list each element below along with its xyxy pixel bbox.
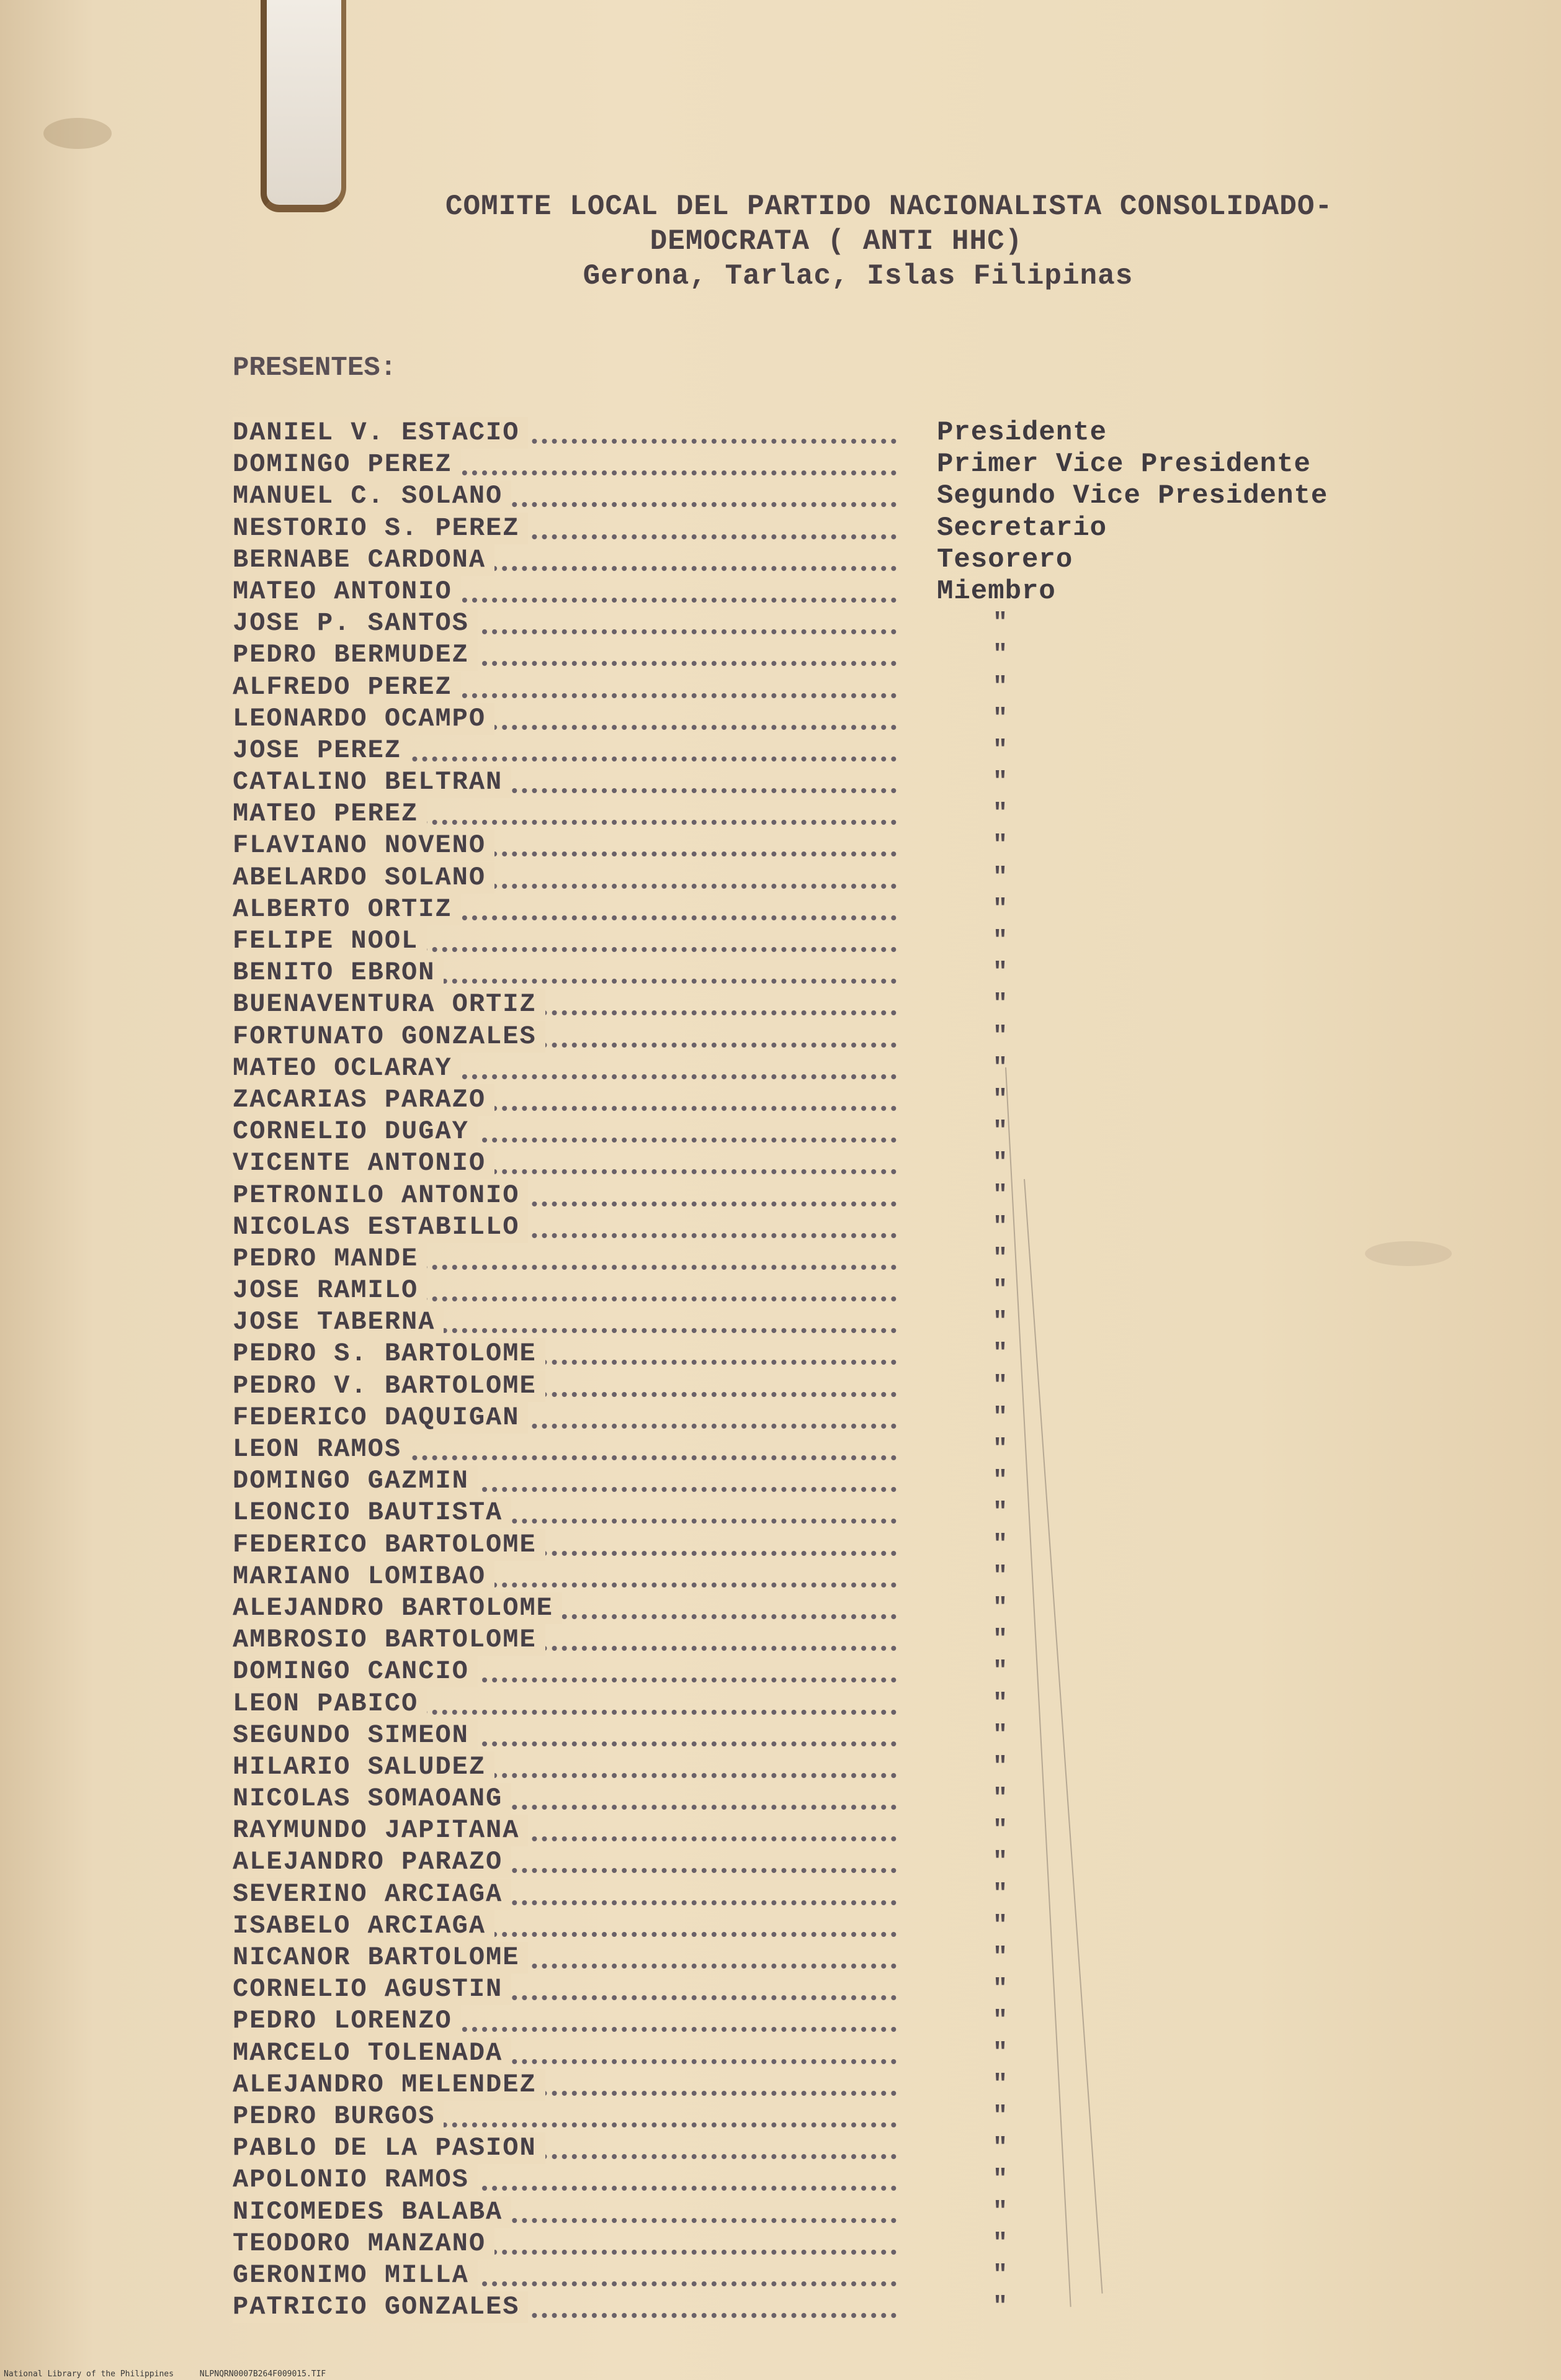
ditto-mark: " bbox=[993, 2229, 1008, 2258]
ditto-mark: " bbox=[993, 832, 1008, 860]
paper-stain bbox=[43, 118, 112, 149]
member-name: GERONIMO MILLA bbox=[233, 2260, 469, 2290]
ditto-mark: " bbox=[993, 1022, 1008, 1051]
member-name: NICOMEDES BALABA bbox=[233, 2196, 503, 2227]
ditto-mark: " bbox=[993, 1562, 1008, 1591]
member-name: PEDRO MANDE bbox=[233, 1243, 419, 1273]
member-name: AMBROSIO BARTOLOME bbox=[233, 1625, 537, 1655]
member-name: PATRICIO GONZALES bbox=[233, 2292, 520, 2322]
member-name: ALFREDO PEREZ bbox=[233, 671, 452, 702]
ditto-mark: " bbox=[993, 1244, 1008, 1273]
ditto-mark: " bbox=[993, 1785, 1008, 1813]
ditto-mark: " bbox=[993, 1530, 1008, 1559]
ditto-mark: " bbox=[993, 1848, 1008, 1877]
ditto-mark: " bbox=[993, 2007, 1008, 2036]
member-name: LEON PABICO bbox=[233, 1688, 419, 1718]
member-name: PEDRO LORENZO bbox=[233, 2006, 452, 2036]
ditto-mark: " bbox=[993, 1277, 1008, 1305]
member-title: Tesorero bbox=[937, 544, 1073, 575]
member-name: BUENAVENTURA ORTIZ bbox=[233, 989, 537, 1020]
ditto-mark: " bbox=[993, 1626, 1008, 1655]
member-name: MARIANO LOMIBAO bbox=[233, 1561, 486, 1591]
ditto-mark: " bbox=[993, 1054, 1008, 1082]
member-name: PETRONILO ANTONIO bbox=[233, 1180, 520, 1210]
ditto-mark: " bbox=[993, 959, 1008, 987]
member-name: DOMINGO PEREZ bbox=[233, 449, 452, 480]
member-name: FELIPE NOOL bbox=[233, 926, 419, 956]
ditto-mark: " bbox=[993, 1118, 1008, 1146]
ditto-mark: " bbox=[993, 1340, 1008, 1368]
ditto-mark: " bbox=[993, 895, 1008, 923]
member-name: TEODORO MANZANO bbox=[233, 2228, 486, 2258]
member-name: APOLONIO RAMOS bbox=[233, 2165, 469, 2195]
ditto-mark: " bbox=[993, 1085, 1008, 1114]
ditto-mark: " bbox=[993, 736, 1008, 765]
ditto-mark: " bbox=[993, 1911, 1008, 1940]
ditto-mark: " bbox=[993, 768, 1008, 797]
member-name: SEGUNDO SIMEON bbox=[233, 1720, 469, 1750]
ditto-mark: " bbox=[993, 1372, 1008, 1400]
member-name: SEVERINO ARCIAGA bbox=[233, 1879, 503, 1909]
member-title: Segundo Vice Presidente bbox=[937, 480, 1328, 512]
member-title: Presidente bbox=[937, 417, 1107, 448]
member-name: JOSE TABERNA bbox=[233, 1307, 436, 1337]
ditto-mark: " bbox=[993, 1308, 1008, 1337]
footer-library: National Library of the Philippines bbox=[4, 2369, 174, 2379]
member-name: ALEJANDRO MELENDEZ bbox=[233, 2069, 537, 2099]
ditto-mark: " bbox=[993, 2039, 1008, 2067]
ditto-mark: " bbox=[993, 1975, 1008, 2004]
ditto-mark: " bbox=[993, 1403, 1008, 1432]
ditto-mark: " bbox=[993, 1721, 1008, 1749]
member-name: ZACARIAS PARAZO bbox=[233, 1084, 486, 1115]
member-title: Miembro bbox=[937, 575, 1056, 607]
ditto-mark: " bbox=[993, 2198, 1008, 2226]
member-name: ALEJANDRO BARTOLOME bbox=[233, 1592, 553, 1623]
member-name: CORNELIO AGUSTIN bbox=[233, 1974, 503, 2005]
ditto-mark: " bbox=[993, 863, 1008, 892]
member-name: PEDRO S. BARTOLOME bbox=[233, 1339, 537, 1369]
ditto-mark: " bbox=[993, 1213, 1008, 1241]
member-name: NICOLAS SOMAOANG bbox=[233, 1784, 503, 1814]
ditto-mark: " bbox=[993, 1944, 1008, 1972]
ditto-mark: " bbox=[993, 1689, 1008, 1718]
member-list bbox=[233, 417, 1449, 2323]
ditto-mark: " bbox=[993, 641, 1008, 670]
member-name: CORNELIO DUGAY bbox=[233, 1116, 469, 1147]
member-name: RAYMUNDO JAPITANA bbox=[233, 1815, 520, 1846]
footer-file: NLPNQRN0007B264F009015.TIF bbox=[199, 2369, 326, 2379]
member-name: MANUEL C. SOLANO bbox=[233, 481, 503, 511]
member-name: PEDRO V. BARTOLOME bbox=[233, 1370, 537, 1401]
member-name: FLAVIANO NOVENO bbox=[233, 830, 486, 861]
member-title: Secretario bbox=[937, 512, 1107, 544]
member-name: JOSE P. SANTOS bbox=[233, 608, 469, 639]
member-name: ABELARDO SOLANO bbox=[233, 862, 486, 892]
member-name: BERNABE CARDONA bbox=[233, 544, 486, 575]
torn-corner bbox=[261, 0, 346, 212]
member-name: PEDRO BURGOS bbox=[233, 2101, 436, 2131]
ditto-mark: " bbox=[993, 704, 1008, 733]
header-line-1: COMITE LOCAL DEL PARTIDO NACIONALISTA CONSOLIDADO- bbox=[445, 191, 1333, 223]
ditto-mark: " bbox=[993, 1149, 1008, 1178]
member-name: PEDRO BERMUDEZ bbox=[233, 640, 469, 670]
ditto-mark: " bbox=[993, 1658, 1008, 1686]
member-name: FEDERICO BARTOLOME bbox=[233, 1529, 537, 1560]
ditto-mark: " bbox=[993, 2166, 1008, 2194]
ditto-mark: " bbox=[993, 2070, 1008, 2099]
member-name: BENITO EBRON bbox=[233, 958, 436, 988]
footer bbox=[4, 2369, 347, 2379]
ditto-mark: " bbox=[993, 1880, 1008, 1908]
member-name: LEONARDO OCAMPO bbox=[233, 703, 486, 734]
header-line-2: DEMOCRATA ( ANTI HHC) bbox=[650, 225, 1023, 258]
ditto-mark: " bbox=[993, 2102, 1008, 2131]
ditto-mark: " bbox=[993, 1467, 1008, 1496]
member-name: MATEO ANTONIO bbox=[233, 576, 452, 606]
member-name: ALBERTO ORTIZ bbox=[233, 894, 452, 924]
member-name: NICOLAS ESTABILLO bbox=[233, 1211, 520, 1242]
member-name: DOMINGO CANCIO bbox=[233, 1656, 469, 1687]
ditto-mark: " bbox=[993, 1753, 1008, 1781]
member-name: VICENTE ANTONIO bbox=[233, 1148, 486, 1179]
member-name: LEONCIO BAUTISTA bbox=[233, 1498, 503, 1528]
ditto-mark: " bbox=[993, 1181, 1008, 1210]
header-line-3: Gerona, Tarlac, Islas Filipinas bbox=[583, 260, 1134, 292]
member-name: HILARIO SALUDEZ bbox=[233, 1751, 486, 1782]
presentes-label: PRESENTES: bbox=[233, 353, 397, 384]
ditto-mark: " bbox=[993, 1435, 1008, 1463]
ditto-mark: " bbox=[993, 800, 1008, 829]
member-name: PABLO DE LA PASION bbox=[233, 2133, 537, 2163]
member-name: ALEJANDRO PARAZO bbox=[233, 1847, 503, 1877]
member-title: Primer Vice Presidente bbox=[937, 449, 1311, 480]
ditto-mark: " bbox=[993, 1499, 1008, 1527]
ditto-mark: " bbox=[993, 609, 1008, 638]
ditto-mark: " bbox=[993, 990, 1008, 1019]
member-name: DANIEL V. ESTACIO bbox=[233, 418, 520, 447]
ditto-mark: " bbox=[993, 927, 1008, 955]
ditto-mark: " bbox=[993, 2293, 1008, 2322]
member-name: JOSE RAMILO bbox=[233, 1275, 419, 1306]
ditto-mark: " bbox=[993, 673, 1008, 701]
member-name: MARCELO TOLENADA bbox=[233, 2037, 503, 2068]
ditto-mark: " bbox=[993, 2134, 1008, 2163]
member-name: NESTORIO S. PEREZ bbox=[233, 513, 520, 543]
ditto-mark: " bbox=[993, 1816, 1008, 1845]
member-name: MATEO OCLARAY bbox=[233, 1053, 452, 1083]
member-name: FORTUNATO GONZALES bbox=[233, 1021, 537, 1051]
member-name: NICANOR BARTOLOME bbox=[233, 1942, 520, 1972]
member-name: ISABELO ARCIAGA bbox=[233, 1910, 486, 1941]
member-name: FEDERICO DAQUIGAN bbox=[233, 1402, 520, 1432]
member-name: DOMINGO GAZMIN bbox=[233, 1466, 469, 1496]
member-row bbox=[233, 2291, 1449, 2323]
ditto-mark: " bbox=[993, 2261, 1008, 2289]
member-name: LEON RAMOS bbox=[233, 1434, 402, 1464]
member-name: CATALINO BELTRAN bbox=[233, 767, 503, 797]
member-name: MATEO PEREZ bbox=[233, 799, 419, 829]
ditto-mark: " bbox=[993, 1594, 1008, 1622]
member-name: JOSE PEREZ bbox=[233, 735, 402, 765]
document-header bbox=[0, 189, 1561, 294]
